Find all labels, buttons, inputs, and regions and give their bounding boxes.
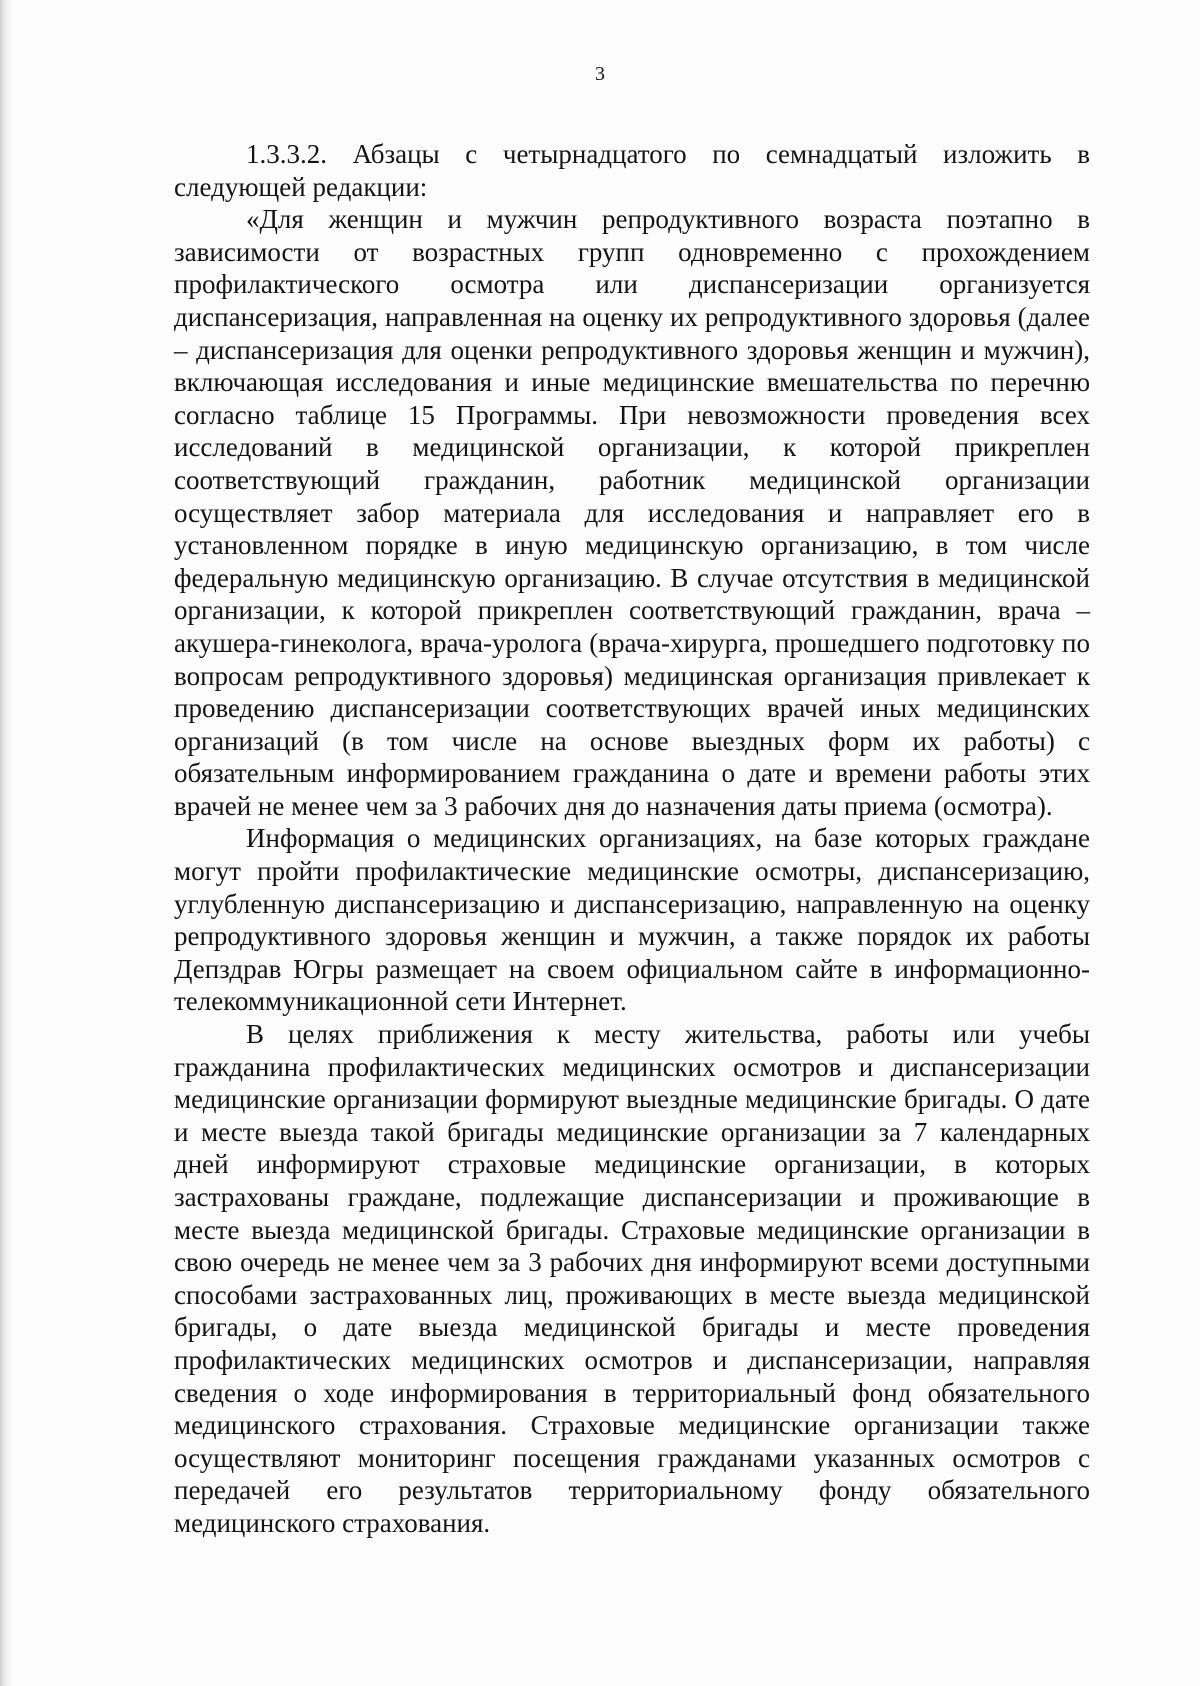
page-number: 3 [595, 63, 605, 85]
paragraph-amendment-heading: 1.3.3.2. Абзацы с четырнадцатого по семнадцатый изложить в следующей редакции: [174, 139, 1090, 202]
document-body [174, 138, 1090, 1540]
scan-edge-shadow [0, 0, 14, 1686]
paragraph-mobile-teams: В целях приближения к месту жительства, работы или учебы гражданина профилактических медицинских осмотров и диспансеризации медицинские организации формируют выездные медицинские бригады. О дате и месте выезда такой бригады медицинские организации за 7 календарных дней информируют страховые медицинские организации, в которых застрахованы граждане, подлежащие диспансеризации и проживающие в месте выезда медицинской бригады. Страховые медицинские организации в свою очередь не менее чем за 3 рабочих дня информируют всеми доступными способами застрахованных лиц, проживающих в месте выезда медицинской бригады, о дате выезда медицинской бригады и месте проведения профилактических медицинских осмотров и диспансеризации, направляя сведения о ходе информирования в территориальный фонд обязательного медицинского страхования. Страховые медицинские организации также осуществляют мониторинг посещения гражданами указанных осмотров с передачей его результатов территориальному фонду обязательного медицинского страхования. [174, 1019, 1090, 1538]
paragraph-reproductive-screening: «Для женщин и мужчин репродуктивного возраста поэтапно в зависимости от возрастных групп одновременно с прохождением профилактического осмотра или диспансеризации организуется диспансеризация, направленная на оценку их репродуктивного здоровья (далее – диспансеризация для оценки репродуктивного здоровья женщин и мужчин), включающая исследования и иные медицинские вмешательства по перечню согласно таблице 15 Программы. При невозможности проведения всех исследований в медицинской организации, к которой прикреплен соответствующий гражданин, работник медицинской организации осуществляет забор материала для исследования и направляет его в установленном порядке в иную медицинскую организацию, в том числе федеральную медицинскую организацию. В случае отсутствия в медицинской организации, к которой прикреплен соответствующий гражданин, врача – акушера-гинеколога, врача-уролога (врача-хирурга, прошедшего подготовку по вопросам репродуктивного здоровья) медицинская организация привлекает к проведению диспансеризации соответствующих врачей иных медицинских организаций (в том числе на основе выездных форм их работы) с обязательным информированием гражданина о дате и времени работы этих врачей не менее чем за 3 рабочих дня до назначения даты приема (осмотра). [174, 204, 1090, 821]
paragraph-organization-info: Информация о медицинских организациях, на базе которых граждане могут пройти профилактические медицинские осмотры, диспансеризацию, углубленную диспансеризацию и диспансеризацию, направленную на оценку репродуктивного здоровья женщин и мужчин, а также порядок их работы Депздрав Югры размещает на своем официальном сайте в информационно-телекоммуникационной сети Интернет. [174, 823, 1090, 1017]
